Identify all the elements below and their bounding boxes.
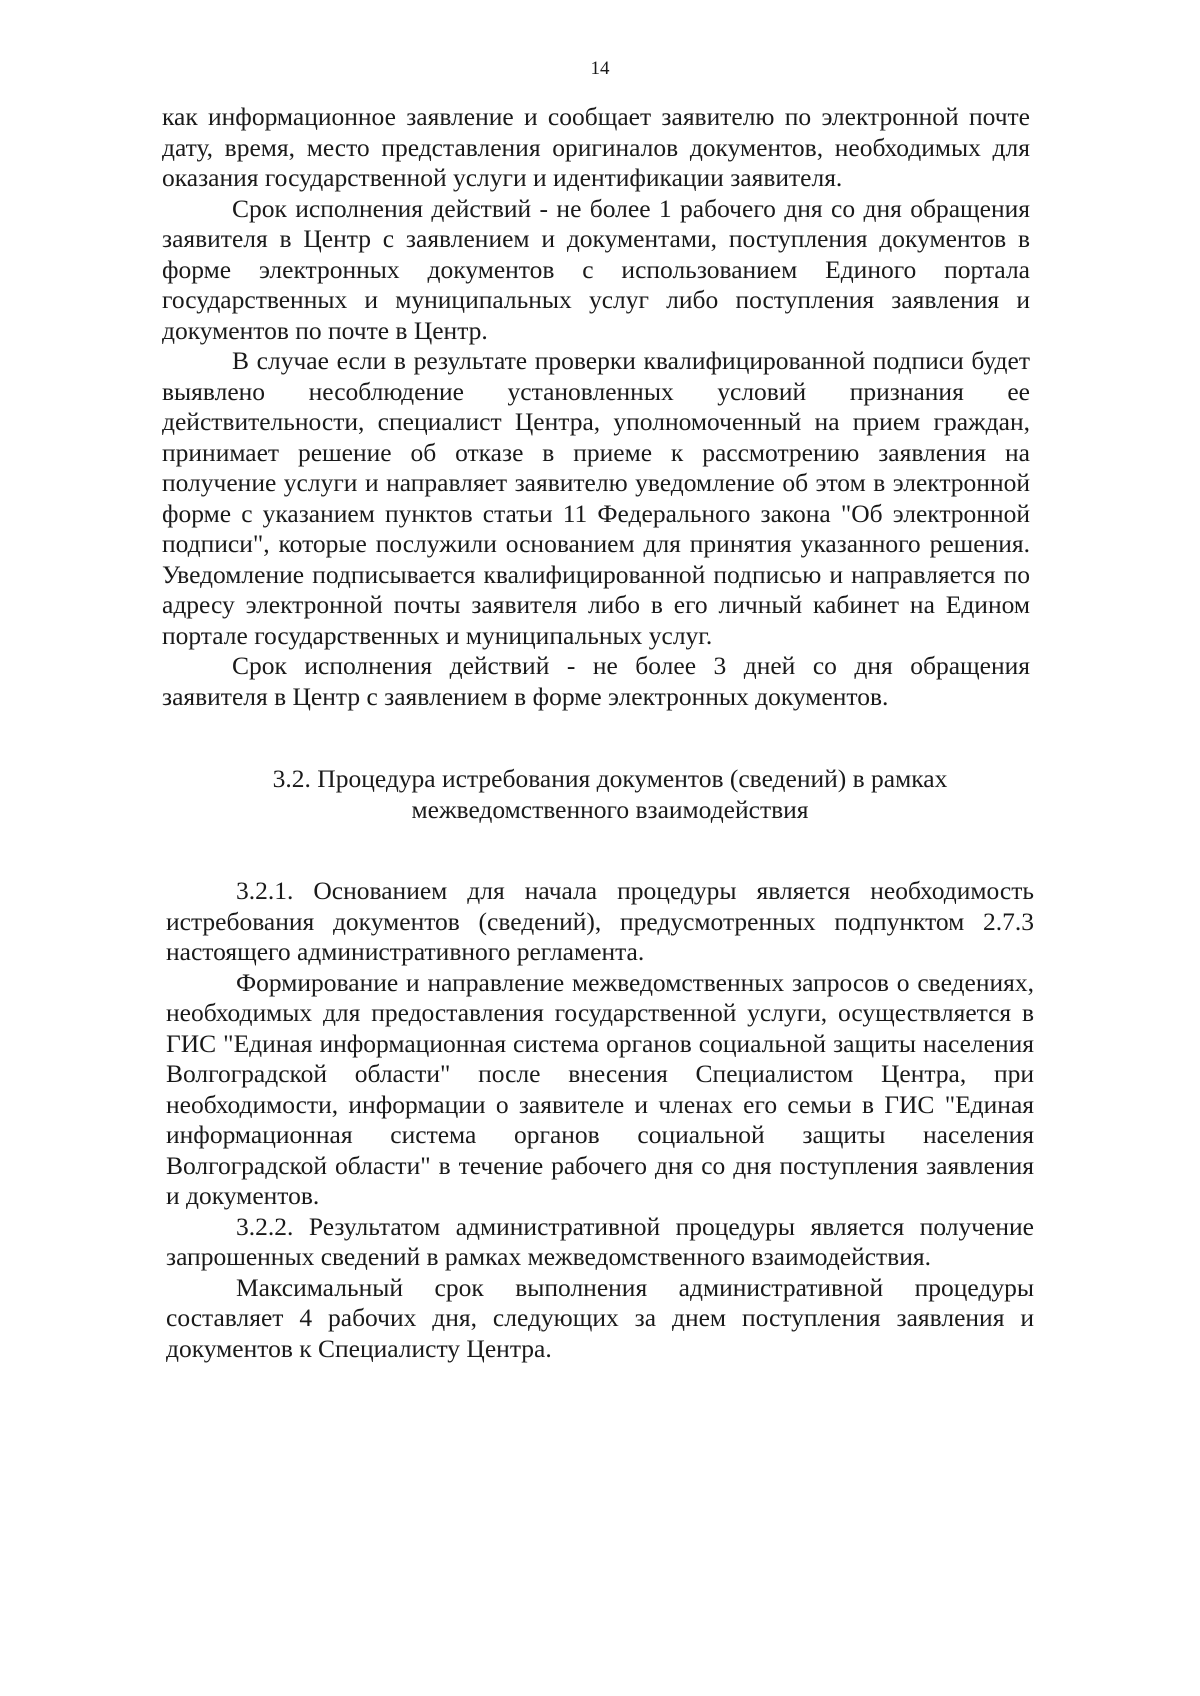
paragraph-max-term: Максимальный срок выполнения административной процедуры составляет 4 рабочих дня, следующих за днем поступления заявления и документов к Специалисту Центра. bbox=[166, 1272, 1034, 1363]
section-heading bbox=[230, 763, 990, 825]
section-heading-line-1: 3.2. Процедура истребования документов (сведений) в рамках bbox=[272, 764, 948, 793]
paragraph-continuation: как информационное заявление и сообщает заявителю по электронной почте дату, время, место представления оригиналов документов, необходимых для оказания государственной услуги и идентификации заявителя. bbox=[162, 102, 1030, 192]
section-heading-line-2: межведомственного взаимодействия bbox=[411, 795, 809, 824]
paragraph-deadline-2: Срок исполнения действий - не более 3 дней со дня обращения заявителя в Центр с заявлением в форме электронных документов. bbox=[162, 651, 1030, 711]
section-one-body bbox=[162, 102, 1030, 712]
paragraph-signature-check: В случае если в результате проверки квалифицированной подписи будет выявлено несоблюдение установленных условий признания ее действительности, специалист Центра, уполномоченный на прием граждан, принимает решение об отказе в приеме к рассмотрению заявления на получение услуги и направляет заявителю уведомление об этом в электронной форме с указанием пунктов статьи 11 Федерального закона "Об электронной подписи", которые послужили основанием для принятия указанного решения. Уведомление подписывается квалифицированной подписью и направляется по адресу электронной почты заявителя либо в его личный кабинет на Едином портале государственных и муниципальных услуг. bbox=[162, 346, 1030, 650]
paragraph-deadline-1: Срок исполнения действий - не более 1 рабочего дня со дня обращения заявителя в Центр с заявлением и документами, поступления документов в форме электронных документов с использованием Единого портала государственных и муниципальных услуг либо поступления заявления и документов по почте в Центр. bbox=[162, 193, 1030, 345]
paragraph-3-2-2: 3.2.2. Результатом административной процедуры является получение запрошенных сведений в рамках межведомственного взаимодействия. bbox=[166, 1211, 1034, 1271]
section-two-body bbox=[166, 876, 1034, 1364]
paragraph-requests: Формирование и направление межведомственных запросов о сведениях, необходимых для предоставления государственной услуги, осуществляется в ГИС "Единая информационная система органов социальной защиты населения Волгоградской области" после внесения Специалистом Центра, при необходимости, информации о заявителе и членах его семьи в ГИС "Единая информационная система органов социальной защиты населения Волгоградской области" в течение рабочего дня со дня поступления заявления и документов. bbox=[166, 967, 1034, 1210]
paragraph-3-2-1: 3.2.1. Основанием для начала процедуры является необходимость истребования документов (сведений), предусмотренных подпунктом 2.7.3 настоящего административного регламента. bbox=[166, 876, 1034, 966]
page-number: 14 bbox=[590, 58, 610, 79]
